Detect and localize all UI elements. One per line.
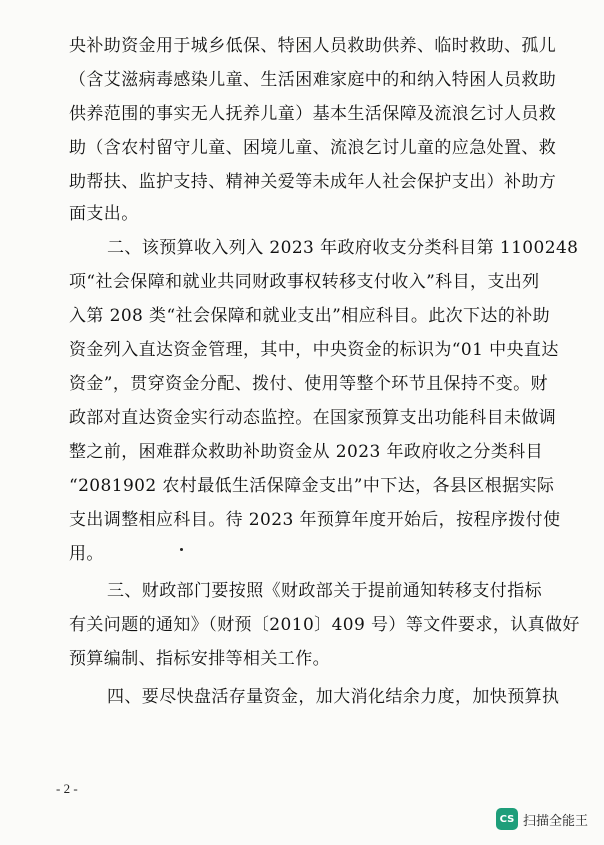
body-line: 预算编制、指标安排等相关工作。 [69, 649, 330, 669]
body-line: 助帮扶、监护支持、精神关爱等未成年人社会保护支出）补助方 [69, 172, 557, 192]
scan-speck [180, 548, 183, 551]
paragraph-3-first-line: 三、财政部门要按照《财政部关于提前通知转移支付指标 [107, 581, 542, 601]
body-line: 资金列入直达资金管理，其中，中央资金的标识为“01 中央直达 [69, 340, 559, 360]
body-line: 项“社会保障和就业共同财政事权转移支付收入”科目，支出列 [69, 272, 540, 292]
camscanner-logo-icon: CS [496, 808, 518, 830]
body-line: 面支出。 [69, 204, 139, 224]
body-line: 资金”，贯穿资金分配、拨付、使用等整个环节且保持不变。财 [69, 374, 548, 394]
page-number: - 2 - [56, 781, 78, 796]
body-line: 整之前，困难群众救助补助资金从 2023 年政府收之分类科目 [69, 442, 544, 462]
body-line: 用。 [69, 544, 104, 564]
body-line: 支出调整相应科目。待 2023 年预算年度开始后，按程序拨付使 [69, 510, 561, 530]
body-line: 有关问题的通知》（财预〔2010〕409 号）等文件要求，认真做好 [69, 615, 580, 635]
body-line: 供养范围的事实无人抚养儿童）基本生活保障及流浪乞讨人员救 [69, 104, 557, 124]
body-line: “2081902 农村最低生活保障金支出”中下达，各县区根据实际 [69, 476, 555, 496]
watermark-text: 扫描全能王 [523, 813, 589, 829]
paragraph-4-first-line: 四、要尽快盘活存量资金，加大消化结余力度，加快预算执 [107, 687, 560, 707]
body-line: 助（含农村留守儿童、困境儿童、流浪乞讨儿童的应急处置、救 [69, 138, 557, 158]
paragraph-2-first-line: 二、该预算收入列入 2023 年政府收支分类科目第 1100248 [107, 238, 579, 258]
body-line: 入第 208 类“社会保障和就业支出”相应科目。此次下达的补助 [69, 306, 551, 326]
scanner-watermark [496, 808, 588, 830]
body-line: （含艾滋病毒感染儿童、生活困难家庭中的和纳入特困人员救助 [69, 70, 557, 90]
body-line: 政部对直达资金实行动态监控。在国家预算支出功能科目未做调 [69, 408, 557, 428]
body-line: 央补助资金用于城乡低保、特困人员救助供养、临时救助、孤儿 [69, 36, 557, 56]
